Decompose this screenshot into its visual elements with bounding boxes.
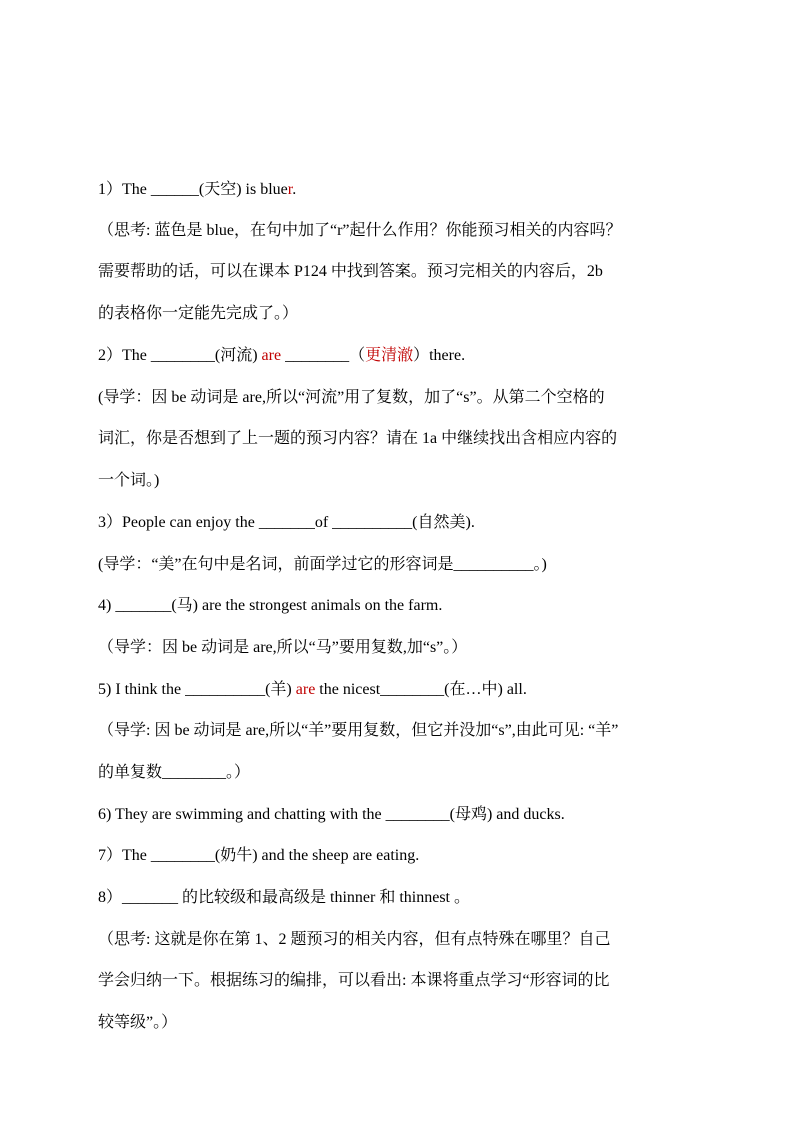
question-6: 6) They are swimming and chatting with the ________(母鸡) and ducks. xyxy=(98,806,565,823)
question-1: 1）The ______(天空) is bluer. xyxy=(98,181,297,198)
hint-2-line-1: (导学：因 be 动词是 are,所以“河流”用了复数，加了“s”。从第二个空格的 xyxy=(98,389,605,406)
hint-5-line-1: （导学: 因 be 动词是 are,所以“羊”要用复数，但它并没加“s”,由此可见: “羊” xyxy=(98,722,619,739)
question-2: 2）The ________(河流) are ________（更清澈）there. xyxy=(98,347,466,364)
hint-1-line-3: 的表格你一定能先完成了。） xyxy=(98,305,299,322)
question-8: 8）_______ 的比较级和最高级是 thinner 和 thinnest 。 xyxy=(98,889,470,906)
hint-5-line-2: 的单复数________。） xyxy=(98,764,251,781)
question-3: 3）People can enjoy the _______of __________(自然美). xyxy=(98,514,475,531)
hint-2-line-2: 词汇，你是否想到了上一题的预习内容？请在 1a 中继续找出含相应内容的 xyxy=(98,430,618,447)
question-4: 4) _______(马) are the strongest animals on the farm. xyxy=(98,597,443,614)
hint-8-line-1: （思考: 这就是你在第 1、2 题预习的相关内容，但有点特殊在哪里？自己 xyxy=(98,931,611,948)
question-7: 7）The ________(奶牛) and the sheep are eating. xyxy=(98,847,420,864)
hint-1-line-1: （思考: 蓝色是 blue，在句中加了“r”起什么作用？你能预习相关的内容吗？ xyxy=(98,222,622,239)
question-5: 5) I think the __________(羊) are the nicest________(在…中) all. xyxy=(98,681,527,698)
hint-8-line-3: 较等级”。） xyxy=(98,1014,178,1031)
hint-8-line-2: 学会归纳一下。根据练习的编排，可以看出: 本课将重点学习“形容词的比 xyxy=(98,972,610,989)
hint-2-line-3: 一个词。) xyxy=(98,472,160,489)
hint-1-line-2: 需要帮助的话，可以在课本 P124 中找到答案。预习完相关的内容后，2b xyxy=(98,263,603,280)
hint-4: （导学：因 be 动词是 are,所以“马”要用复数,加“s”。） xyxy=(98,639,468,656)
hint-3: (导学：“美”在句中是名词，前面学过它的形容词是__________。) xyxy=(98,556,547,573)
